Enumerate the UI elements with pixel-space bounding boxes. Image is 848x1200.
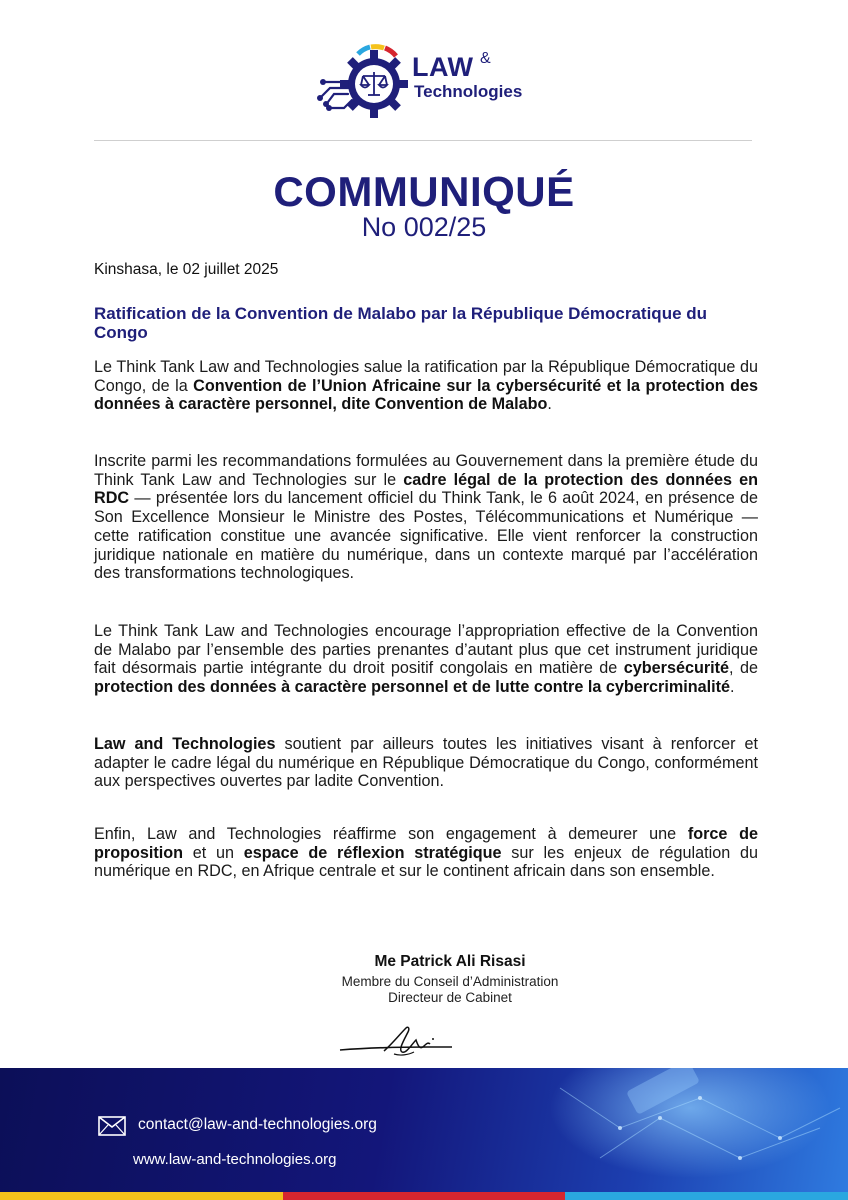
paragraph-4 [94, 735, 758, 791]
paragraph-3-bold-2: protection des données à caractère personnel et de lutte contre la cybercriminalité [94, 678, 731, 697]
paragraph-2-bold: cadre légal de la protection des données en RDC [94, 470, 759, 508]
contact-email-link[interactable]: contact@law-and-technologies.org [138, 1116, 377, 1133]
paragraph-3-bold-1: cybersécurité [623, 659, 730, 678]
footer-decoration [0, 1068, 848, 1192]
handwritten-signature [336, 1020, 456, 1066]
signatory-role-1: Membre du Conseil d’Administration [341, 974, 559, 989]
paragraph-5 [94, 825, 758, 881]
signatory-role-2: Directeur de Cabinet [388, 990, 512, 1005]
paragraph-2-end: — présentée lors du lancement officiel du Think Tank, le 6 août 2024, en présence de Son Excellence Monsieur le Ministre des Postes, Télécommunications et Numérique — cette ratification constitue une avancée significative. Elle vient renforcer la construction juridique nationale en matière du numérique, dans un contexte marqué par l’accélération des transformations technologiques. [94, 489, 758, 583]
paragraph-3-text: Le Think Tank Law and Technologies encourage l’appropriation effective de la Convention de Malabo par l’ensemble des parties prenantes d’autant plus que cet instrument juridique fait désormais partie intégrante du droit positif congolais en matière de [94, 622, 758, 678]
subject-heading: Ratification de la Convention de Malabo par la République Démocratique du Congo [94, 304, 708, 342]
logo-technologies-text: Technologies [414, 82, 523, 101]
stripe-red [283, 1192, 566, 1200]
logo [308, 30, 548, 120]
paragraph-1-bold: Convention de l’Union Africaine sur la cybersécurité et la protection des données à caractère personnel, dite Convention de Malabo [94, 376, 758, 414]
paragraph-1-text: Le Think Tank Law and Technologies salue la ratification par la République Démocratique du Congo, de la [94, 358, 758, 395]
paragraph-5-end: sur les enjeux de régulation du numérique en RDC, en Afrique centrale et sur le continent africain dans son ensemble. [94, 843, 758, 881]
paragraph-4-text: soutient par ailleurs toutes les initiatives visant à renforcer et adapter le cadre légal du numérique en République Démocratique du Congo, conformément aux perspectives ouvertes par ladite Convention. [94, 735, 759, 791]
paragraph-1-end: . [547, 395, 552, 414]
paragraph-5-bold-2: espace de réflexion stratégique [243, 843, 502, 862]
logo-law-text: LAW [412, 52, 474, 82]
logo-ampersand: & [480, 50, 491, 67]
paragraph-2-text: Inscrite parmi les recommandations formulées au Gouvernement dans la première étude du Think Tank Law and Technologies sur le [94, 452, 758, 489]
paragraph-1 [94, 358, 758, 414]
signatory-name: Me Patrick Ali Risasi [374, 953, 526, 970]
website-link[interactable]: www.law-and-technologies.org [133, 1151, 337, 1168]
header-divider [94, 140, 752, 141]
paragraph-3-end: . [730, 678, 735, 697]
date-line: Kinshasa, le 02 juillet 2025 [94, 261, 279, 278]
paragraph-4-bold: Law and Technologies [94, 735, 276, 753]
stripe-blue [565, 1192, 848, 1200]
paragraph-3 [94, 622, 758, 697]
mail-icon [98, 1116, 126, 1136]
paragraph-3-mid: , de [729, 659, 758, 678]
document-number: No 002/25 [361, 212, 487, 242]
document-title: COMMUNIQUÉ [273, 168, 575, 215]
paragraph-5-text: Enfin, Law and Technologies réaffirme son engagement à demeurer une [94, 825, 688, 843]
footer-banner [0, 1068, 848, 1200]
stripe-yellow [0, 1192, 283, 1200]
scales-of-justice-gear-logo-icon [308, 30, 408, 120]
flag-color-stripe [0, 1192, 848, 1200]
paragraph-5-mid: et un [183, 843, 244, 862]
paragraph-2 [94, 452, 758, 583]
paragraph-5-bold-1: force de proposition [94, 825, 758, 862]
